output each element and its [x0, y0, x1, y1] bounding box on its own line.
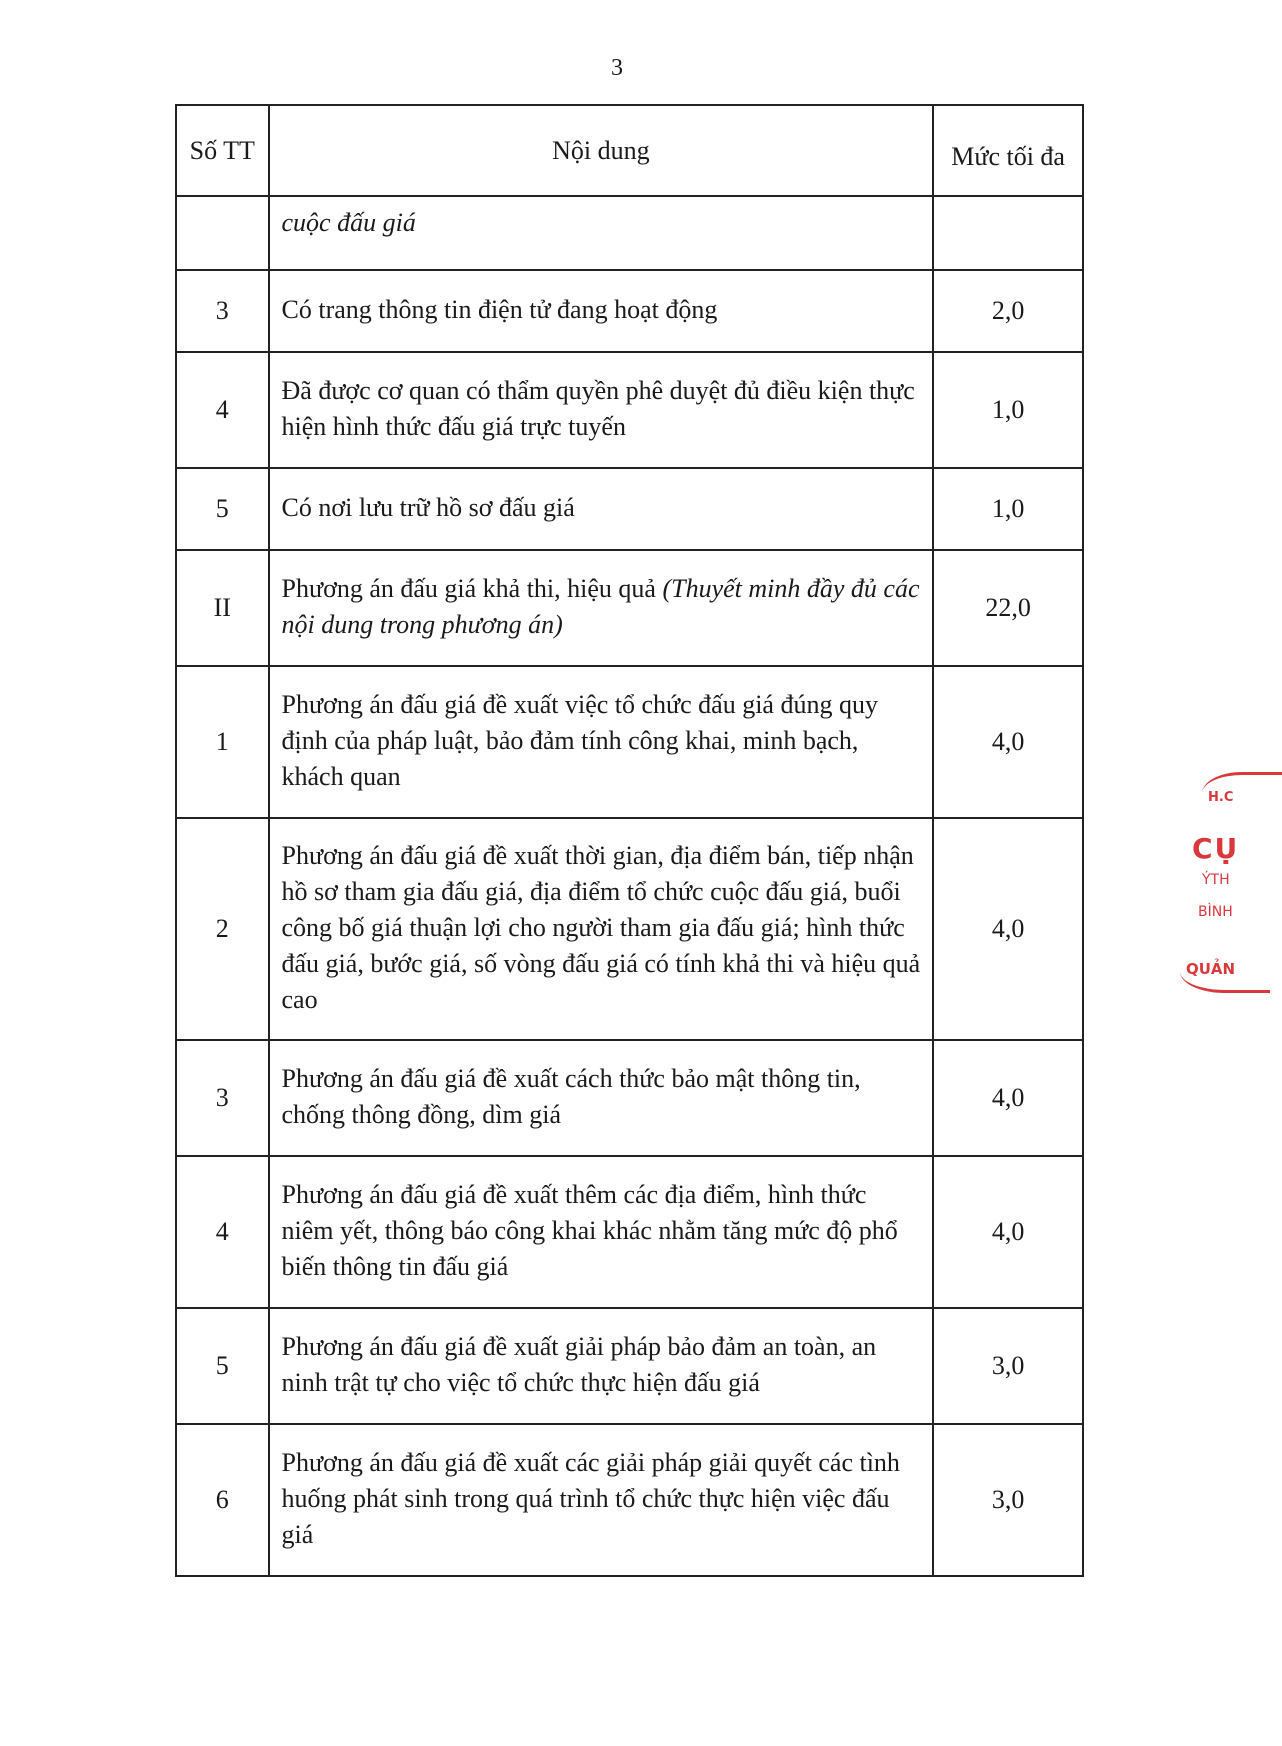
- header-max-score: Mức tối đa: [933, 105, 1083, 196]
- cell-content: [269, 1424, 934, 1576]
- table-header-row: [176, 105, 1083, 196]
- cell-content-text: Phương án đấu giá đề xuất các giải pháp giải quyết các tình huống phát sinh trong quá trình tổ chức thực hiện việc đấu giá: [281, 1448, 900, 1549]
- cell-content-note: (Thuyết minh đầy đủ các nội dung trong phương án): [281, 574, 920, 639]
- scoring-criteria-table: [175, 104, 1084, 1577]
- table-row: [176, 1040, 1083, 1156]
- cell-stt: II: [176, 550, 269, 666]
- seal-text: CỤ: [1192, 832, 1240, 865]
- cell-stt: 2: [176, 818, 269, 1040]
- cell-content-text: Phương án đấu giá khả thi, hiệu quả: [281, 574, 663, 603]
- table-row: [176, 1308, 1083, 1424]
- cell-content-text: Phương án đấu giá đề xuất việc tổ chức đấu giá đúng quy định của pháp luật, bảo đảm tính công khai, minh bạch, khách quan: [281, 690, 878, 791]
- cell-content: [269, 270, 934, 352]
- header-content: Nội dung: [269, 105, 934, 196]
- cell-stt: 4: [176, 1156, 269, 1308]
- cell-max: 3,0: [933, 1308, 1083, 1424]
- cell-max: 4,0: [933, 1040, 1083, 1156]
- red-seal-stamp: [1180, 772, 1240, 992]
- cell-content: [269, 818, 934, 1040]
- cell-content: [269, 1308, 934, 1424]
- cell-max: 4,0: [933, 666, 1083, 818]
- cell-content: cuộc đấu giá: [269, 196, 934, 270]
- table-row: [176, 1156, 1083, 1308]
- seal-text: BÌNH: [1198, 904, 1233, 920]
- cell-max: 4,0: [933, 818, 1083, 1040]
- cell-max: 1,0: [933, 468, 1083, 550]
- cell-content: [269, 666, 934, 818]
- seal-text: ÝTH: [1202, 872, 1230, 888]
- cell-stt: 4: [176, 352, 269, 468]
- table-row: [176, 270, 1083, 352]
- cell-max: 22,0: [933, 550, 1083, 666]
- cell-content: [269, 550, 934, 666]
- cell-content-text: Phương án đấu giá đề xuất cách thức bảo mật thông tin, chống thông đồng, dìm giá: [281, 1064, 861, 1129]
- cell-max: 3,0: [933, 1424, 1083, 1576]
- page-number: 3: [611, 55, 623, 81]
- cell-stt: 3: [176, 270, 269, 352]
- cell-stt: 1: [176, 666, 269, 818]
- table-row: [176, 1424, 1083, 1576]
- cell-stt: 5: [176, 468, 269, 550]
- cell-content-text: Đã được cơ quan có thẩm quyền phê duyệt đủ điều kiện thực hiện hình thức đấu giá trực tuyến: [281, 376, 915, 441]
- table-row: [176, 352, 1083, 468]
- cell-content: [269, 468, 934, 550]
- table-row: [176, 468, 1083, 550]
- cell-max: 4,0: [933, 1156, 1083, 1308]
- cell-content-text: Có trang thông tin điện tử đang hoạt động: [281, 295, 718, 324]
- cell-content-text: Phương án đấu giá đề xuất thời gian, địa điểm bán, tiếp nhận hồ sơ tham gia đấu giá, địa điểm tổ chức cuộc đấu giá, buổi công bố giá thuận lợi cho người tham gia đấu giá; hình thức đấu giá, bước giá, số vòng đấu giá có tính khả thi và hiệu quả cao: [281, 841, 921, 1014]
- cell-content: [269, 352, 934, 468]
- header-stt: Số TT: [176, 105, 269, 196]
- cell-max: [933, 196, 1083, 270]
- cell-stt: [176, 196, 269, 270]
- seal-text: H.C: [1208, 790, 1234, 805]
- cell-content-text: Có nơi lưu trữ hồ sơ đấu giá: [281, 493, 575, 522]
- cell-content: [269, 1156, 934, 1308]
- cell-stt: 6: [176, 1424, 269, 1576]
- cell-content-text: Phương án đấu giá đề xuất thêm các địa điểm, hình thức niêm yết, thông báo công khai khác nhằm tăng mức độ phổ biến thông tin đấu giá: [281, 1180, 898, 1281]
- table-row-section: [176, 550, 1083, 666]
- cell-max: 2,0: [933, 270, 1083, 352]
- cell-stt: 5: [176, 1308, 269, 1424]
- seal-text: QUẢN: [1186, 960, 1236, 978]
- table-row: [176, 818, 1083, 1040]
- cell-stt: 3: [176, 1040, 269, 1156]
- table-row: [176, 666, 1083, 818]
- cell-max: 1,0: [933, 352, 1083, 468]
- cell-content-text: Phương án đấu giá đề xuất giải pháp bảo đảm an toàn, an ninh trật tự cho việc tổ chức thực hiện đấu giá: [281, 1332, 877, 1397]
- table-row-continuation: [176, 196, 1083, 270]
- cell-content: [269, 1040, 934, 1156]
